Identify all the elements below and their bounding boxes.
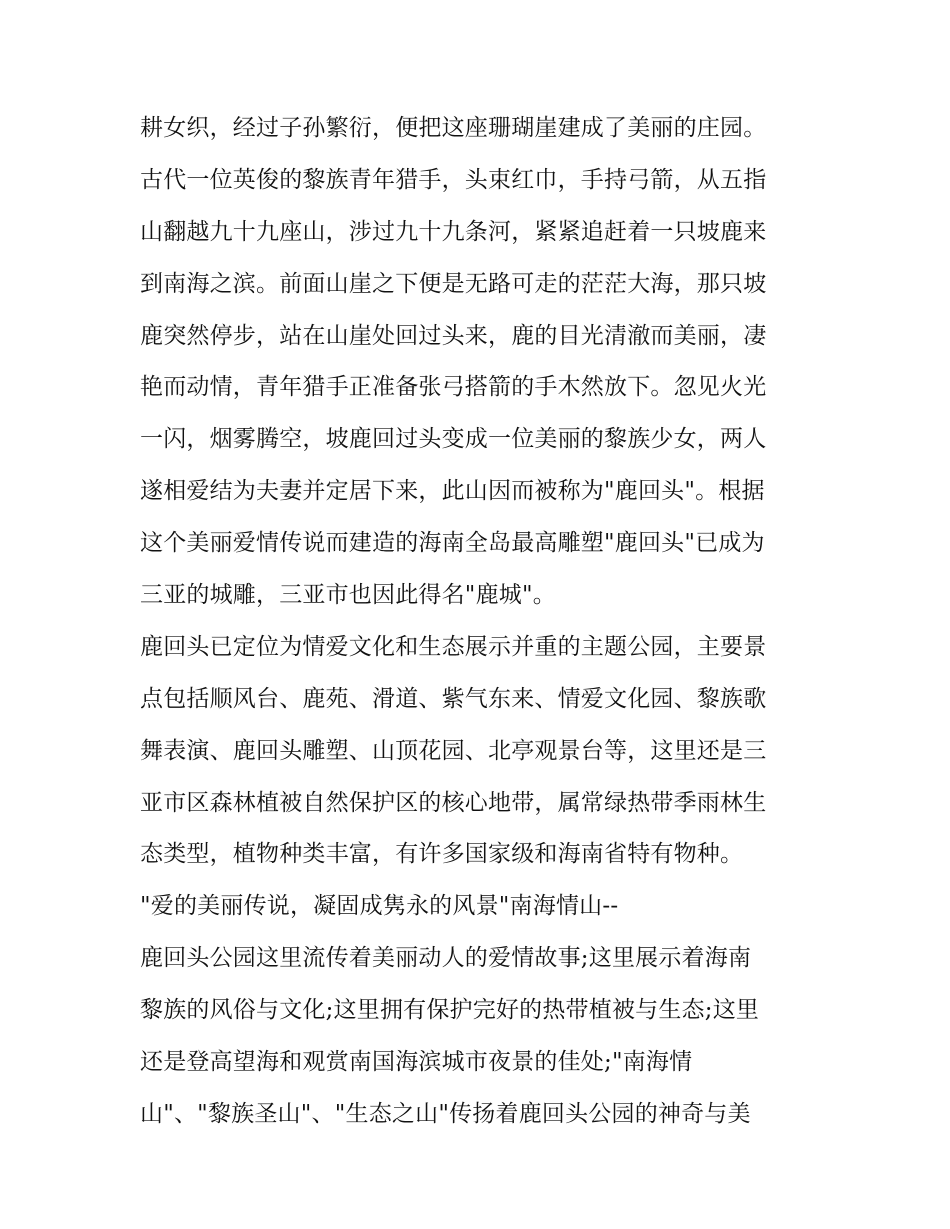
text-line: 艳而动情，青年猎手正准备张弓搭箭的手木然放下。忽见火光 — [140, 374, 767, 401]
text-line: 还是登高望海和观赏南国海滨城市夜景的佳处;"南海情 — [140, 1049, 693, 1076]
text-line: 点包括顺风台、鹿苑、滑道、紫气东来、情爱文化园、黎族歌 — [140, 685, 767, 712]
text-line: 舞表演、鹿回头雕塑、山顶花园、北亭观景台等，这里还是三 — [140, 737, 767, 764]
text-line: 鹿突然停步，站在山崖处回过头来，鹿的目光清澈而美丽，凄 — [140, 322, 767, 349]
text-line: 黎族的风俗与文化;这里拥有保护完好的热带植被与生态;这里 — [140, 997, 760, 1024]
text-line: 态类型，植物种类丰富，有许多国家级和海南省特有物种。 — [140, 841, 744, 868]
text-line: 山翻越九十九座山，涉过九十九条河，紧紧追赶着一只坡鹿来 — [140, 218, 767, 245]
text-line: 这个美丽爱情传说而建造的海南全岛最高雕塑"鹿回头"已成为 — [140, 530, 765, 557]
text-line: 遂相爱结为夫妻并定居下来，此山因而被称为"鹿回头"。根据 — [140, 478, 765, 505]
text-line: 亚市区森林植被自然保护区的核心地带，属常绿热带季雨林生 — [140, 789, 767, 816]
document-body — [140, 103, 830, 1141]
text-line: 到南海之滨。前面山崖之下便是无路可走的茫茫大海，那只坡 — [140, 270, 767, 297]
text-line: 一闪，烟雾腾空，坡鹿回过头变成一位美丽的黎族少女，两人 — [140, 426, 767, 453]
text-line: 古代一位英俊的黎族青年猎手，头束红巾，手持弓箭，从五指 — [140, 166, 767, 193]
text-line: 耕女织，经过子孙繁衍，便把这座珊瑚崖建成了美丽的庄园。 — [140, 115, 767, 141]
text-line: 鹿回头公园这里流传着美丽动人的爱情故事;这里展示着海南 — [140, 945, 752, 972]
text-line: "爱的美丽传说，凝固成隽永的风景"南海情山-- — [140, 893, 619, 920]
text-line: 山"、"黎族圣山"、"生态之山"传扬着鹿回头公园的神奇与美 — [140, 1100, 751, 1127]
text-line: 鹿回头已定位为情爱文化和生态展示并重的主题公园，主要景 — [140, 633, 767, 660]
text-line: 三亚的城雕，三亚市也因此得名"鹿城"。 — [140, 582, 556, 609]
